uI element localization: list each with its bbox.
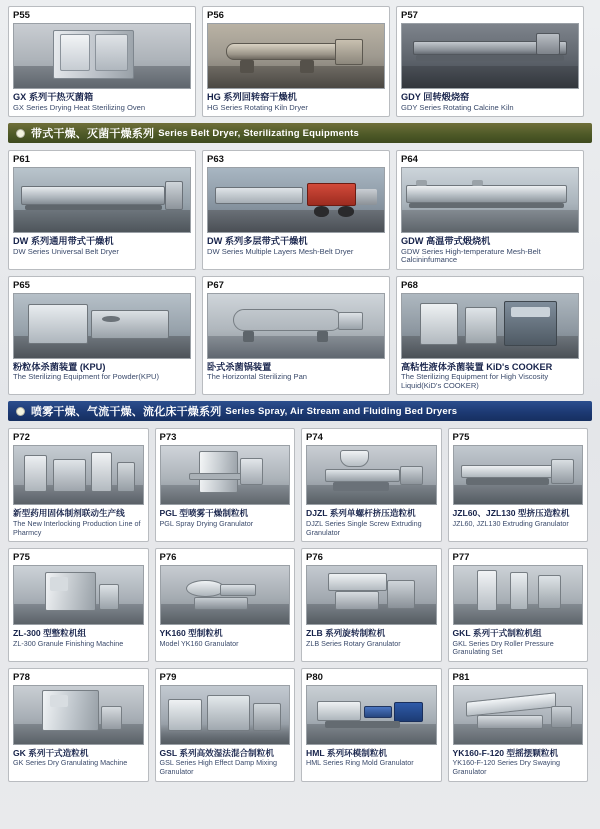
- product-name-en: DW Series Universal Belt Dryer: [13, 246, 119, 256]
- product-card[interactable]: [8, 668, 149, 782]
- product-caption: [160, 748, 291, 777]
- product-card[interactable]: [155, 668, 296, 782]
- product-code: P76: [159, 552, 177, 564]
- product-name-cn: 粉粒体杀菌装置 (KPU): [13, 361, 106, 372]
- product-code: P73: [159, 432, 177, 444]
- product-caption: [13, 92, 191, 112]
- product-name-en: DW Series Multiple Layers Mesh-Belt Dryer: [207, 246, 354, 256]
- product-card[interactable]: [396, 6, 584, 117]
- product-grid-belt: [8, 150, 592, 395]
- product-name-en: GDW Series High-temperature Mesh-Belt Calcininfumance: [401, 246, 541, 265]
- product-name-cn: ZL-300 型整粒机组: [13, 628, 87, 639]
- product-photo: [401, 23, 579, 89]
- product-name-en: HG Series Rotating Kiln Dryer: [207, 102, 308, 112]
- product-name-cn: 高粘性液体杀菌装置 KiD's COOKER: [401, 361, 553, 372]
- product-code: P57: [401, 10, 418, 21]
- product-photo: [13, 167, 191, 233]
- section-title-cn: 带式干燥、灭菌干燥系列: [31, 128, 155, 141]
- product-name-en: GDY Series Rotating Calcine Kiln: [401, 102, 514, 112]
- product-name-cn: DW 系列多层带式干燥机: [207, 236, 308, 247]
- product-code: P72: [13, 432, 30, 444]
- section-band-belt-dryer: [8, 123, 592, 143]
- bullet-icon: [16, 407, 25, 416]
- section-band-spray-dryer: [8, 401, 592, 421]
- product-name-en: ZLB Series Rotary Granulator: [306, 638, 401, 648]
- product-card[interactable]: [202, 6, 390, 117]
- product-caption: [13, 362, 191, 382]
- product-code: P64: [401, 154, 418, 166]
- product-card[interactable]: [301, 668, 442, 782]
- product-code: P79: [159, 671, 177, 683]
- product-card[interactable]: [8, 6, 196, 117]
- product-caption: [453, 508, 584, 528]
- product-caption: [207, 362, 385, 382]
- product-name-en: ZL-300 Granule Finishing Machine: [13, 638, 124, 648]
- product-photo: [13, 445, 144, 505]
- product-caption: [306, 508, 437, 537]
- product-card[interactable]: [8, 428, 149, 542]
- product-card[interactable]: [448, 668, 589, 782]
- product-caption: [207, 236, 385, 256]
- product-grid-spray: [8, 428, 592, 781]
- product-name-cn: 卧式杀菌锅装置: [207, 361, 272, 372]
- product-code: P75: [452, 432, 470, 444]
- product-caption: [306, 748, 437, 768]
- product-caption: [401, 362, 579, 391]
- product-photo: [160, 565, 291, 625]
- product-photo: [401, 293, 579, 359]
- product-photo: [306, 685, 437, 745]
- product-photo: [13, 23, 191, 89]
- product-caption: [306, 628, 437, 648]
- product-caption: [13, 748, 144, 768]
- product-name-en: PGL Spray Drying Granulator: [159, 518, 254, 528]
- product-photo: [453, 565, 584, 625]
- product-caption: [160, 508, 291, 528]
- product-code: P68: [401, 279, 418, 291]
- product-card[interactable]: [155, 548, 296, 662]
- product-caption: [453, 748, 584, 777]
- product-code: P55: [13, 10, 30, 21]
- product-card[interactable]: [448, 548, 589, 662]
- product-card[interactable]: [202, 150, 390, 270]
- product-card[interactable]: [8, 276, 196, 396]
- product-name-en: Model YK160 Granulator: [159, 638, 239, 648]
- product-code: P81: [452, 671, 470, 683]
- product-photo: [306, 565, 437, 625]
- product-name-cn: GDW 高温带式煅烧机: [401, 236, 491, 247]
- product-name-cn: DJZL 系列单螺杆挤压造粒机: [306, 508, 416, 519]
- product-code: P76: [306, 552, 323, 564]
- product-photo: [453, 685, 584, 745]
- product-name-cn: GKL 系列干式制粒机组: [452, 628, 542, 639]
- product-code: P77: [452, 552, 470, 564]
- product-photo: [13, 565, 144, 625]
- product-name-en: The Sterilizing Equipment for High Viscosity Liquid(KiD's COOKER): [401, 372, 549, 390]
- product-name-en: HML Series Ring Mold Granulator: [306, 758, 414, 768]
- product-caption: [401, 236, 579, 265]
- product-name-en: JZL60, JZL130 Extruding Granulator: [452, 518, 569, 528]
- product-photo: [207, 293, 385, 359]
- product-name-en: The Sterilizing Equipment for Powder(KPU): [13, 372, 160, 382]
- product-card[interactable]: [155, 428, 296, 542]
- product-name-en: DJZL Series Single Screw Extruding Granulator: [306, 518, 422, 537]
- product-code: P63: [207, 154, 224, 166]
- section-title-cn: 喷雾干燥、气流干燥、流化床干燥系列: [31, 406, 222, 419]
- product-code: P80: [306, 671, 323, 683]
- product-code: P61: [13, 154, 30, 166]
- product-name-en: GX Series Drying Heat Sterilizing Oven: [13, 102, 146, 112]
- product-code: P56: [207, 10, 224, 21]
- product-photo: [160, 685, 291, 745]
- product-name-en: The Horizontal Sterilizing Pan: [207, 372, 308, 382]
- product-card[interactable]: [396, 276, 584, 396]
- product-photo: [207, 167, 385, 233]
- product-name-cn: YK160-F-120 型摇摆颗粒机: [452, 747, 559, 758]
- product-card[interactable]: [448, 428, 589, 542]
- product-caption: [13, 508, 144, 537]
- product-name-en: YK160-F-120 Series Dry Swaying Granulator: [452, 758, 560, 776]
- product-card[interactable]: [301, 548, 442, 662]
- product-photo: [453, 445, 584, 505]
- product-caption: [207, 92, 385, 112]
- product-grid-top: [8, 6, 592, 117]
- product-name-cn: GSL 系列高效湿法混合制粒机: [159, 747, 274, 758]
- product-name-cn: DW 系列通用带式干燥机: [13, 236, 114, 247]
- product-name-en: The New Interlocking Production Line of Pharmcy: [13, 518, 141, 537]
- product-caption: [160, 628, 291, 648]
- product-name-cn: GDY 回转煅烧窑: [401, 92, 470, 102]
- product-photo: [207, 23, 385, 89]
- product-code: P67: [207, 279, 224, 291]
- product-photo: [13, 293, 191, 359]
- product-card[interactable]: [202, 276, 390, 396]
- product-photo: [160, 445, 291, 505]
- product-name-en: GSL Series High Effect Damp Mixing Granulator: [159, 758, 277, 776]
- product-name-cn: GK 系列干式造粒机: [13, 747, 89, 758]
- product-name-cn: GX 系列干热灭菌箱: [13, 92, 94, 102]
- product-name-cn: ZLB 系列旋转制粒机: [306, 628, 386, 639]
- section-title-en: Series Belt Dryer, Sterilizating Equipments: [158, 127, 359, 139]
- product-caption: [401, 92, 579, 112]
- product-card[interactable]: [301, 428, 442, 542]
- product-card[interactable]: [396, 150, 584, 270]
- product-photo: [306, 445, 437, 505]
- product-name-cn: PGL 型喷雾干燥制粒机: [159, 508, 249, 519]
- bullet-icon: [16, 129, 25, 138]
- product-card[interactable]: [8, 150, 196, 270]
- product-name-cn: JZL60、JZL130 型挤压造粒机: [452, 508, 570, 519]
- product-name-cn: HG 系列回转窑干燥机: [207, 92, 297, 102]
- product-code: P65: [13, 279, 30, 291]
- product-name-cn: YK160 型制粒机: [159, 628, 223, 639]
- product-caption: [453, 628, 584, 657]
- product-name-en: GK Series Dry Granulating Machine: [13, 758, 128, 768]
- product-caption: [13, 628, 144, 648]
- product-card[interactable]: [8, 548, 149, 662]
- product-code: P75: [13, 552, 30, 564]
- product-name-cn: HML 系列环模制粒机: [306, 747, 388, 758]
- product-code: P78: [13, 671, 30, 683]
- product-name-cn: 新型药用固体制剂联动生产线: [13, 508, 125, 519]
- product-caption: [13, 236, 191, 256]
- product-photo: [13, 685, 144, 745]
- product-photo: [401, 167, 579, 233]
- product-name-en: GKL Series Dry Roller Pressure Granulating Set: [452, 638, 554, 657]
- product-code: P74: [306, 432, 323, 444]
- section-title-en: Series Spray, Air Stream and Fluiding Bed Dryers: [225, 405, 458, 417]
